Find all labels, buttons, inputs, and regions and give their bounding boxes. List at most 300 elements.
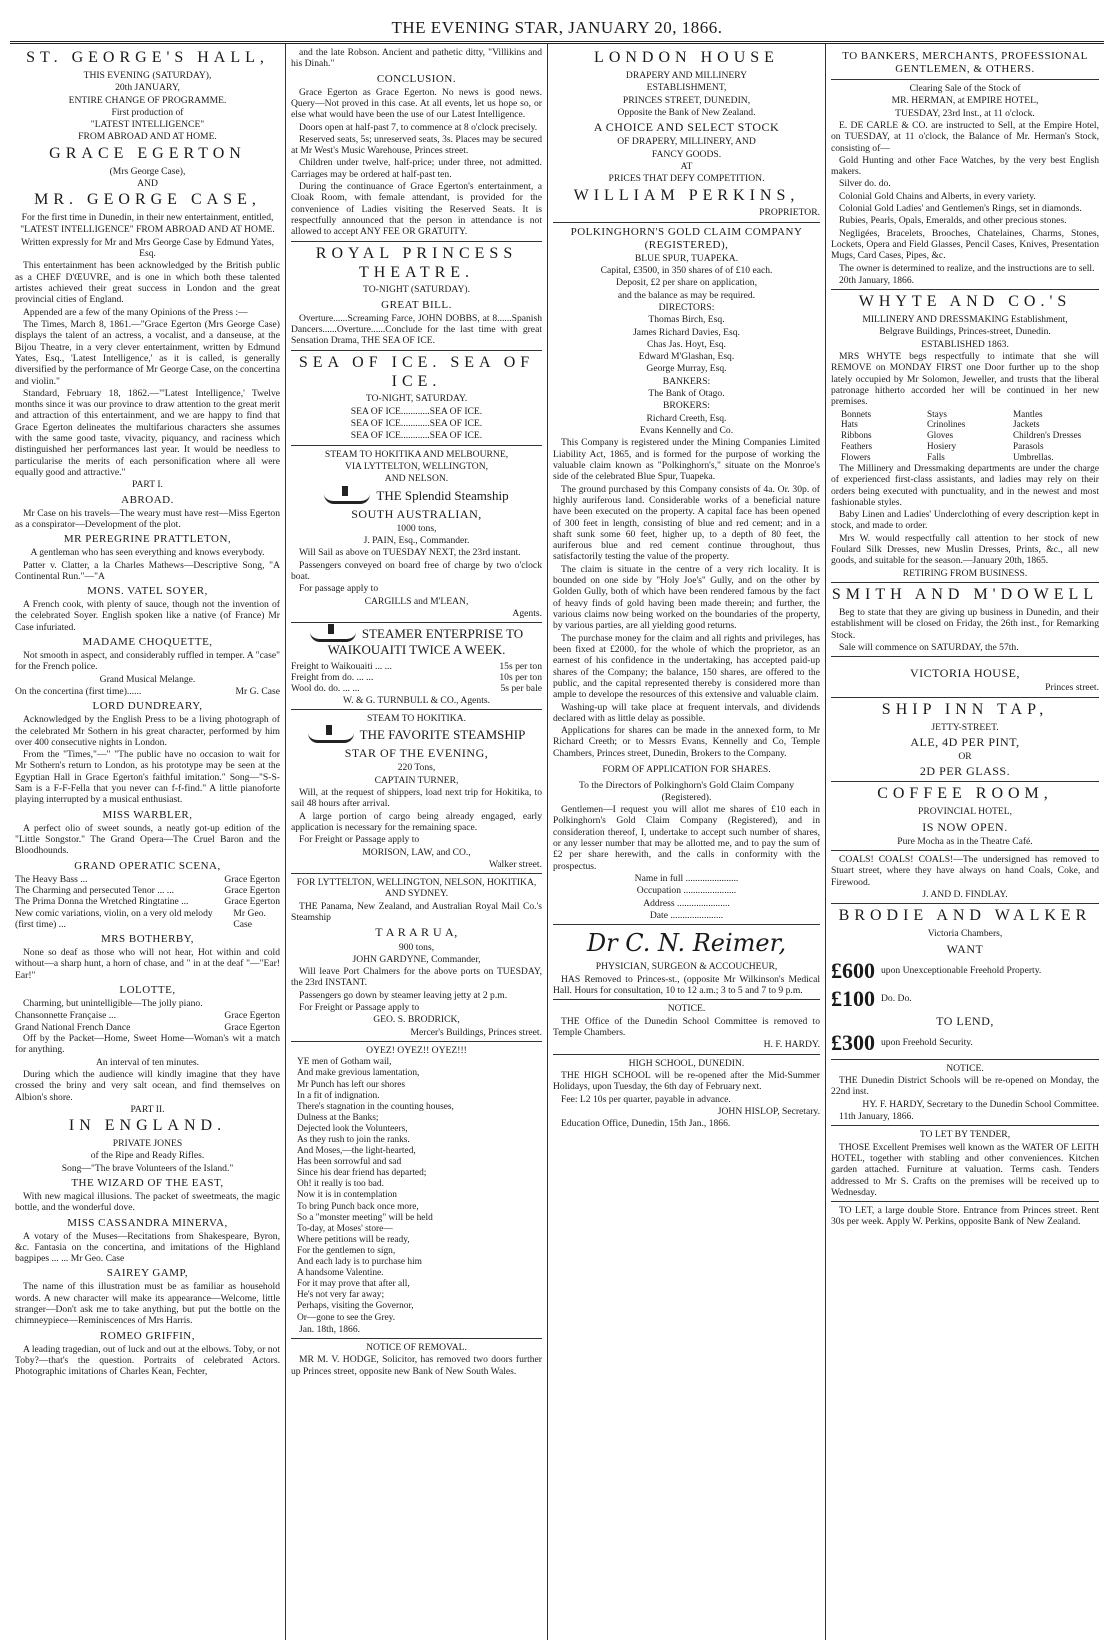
heading: MISS CASSANDRA MINERVA, <box>67 1216 228 1229</box>
paragraph: The Millinery and Dressmaking departments are under the charge of experienced first-class assistants, and ladies may rely on their orders being executed with punctuality, and in the newest and most fashionable styles. <box>831 462 1099 508</box>
right-line: H. F. HARDY. <box>763 1039 820 1051</box>
display-heading: MR. GEORGE CASE, <box>34 191 261 209</box>
leader-line <box>15 686 280 697</box>
goods-table-cell: Hosiery <box>927 441 957 452</box>
goods-table-cell: Bonnets <box>841 408 872 419</box>
paragraph: and the late Robson. Ancient and pathetic ditty, "Villikins and his Dinah." <box>291 47 542 70</box>
goods-table-cell: Crinolines <box>927 419 966 430</box>
right-line: Walker street. <box>488 858 542 870</box>
paragraph: Grace Egerton as Grace Egerton. No news is good news. Query—Not proved in this case. At all events, let us hope so, or else what would have been the use of our Latest Intelligence. <box>291 86 542 121</box>
centered-line: ENTIRE CHANGE OF PROGRAMME. <box>68 94 227 106</box>
paragraph: A large portion of cargo being already engaged, early application is necessary for the remaining space. <box>291 810 542 833</box>
divider <box>553 1054 820 1055</box>
leader-left: The Charming and persecuted Tenor ... ... <box>15 884 174 896</box>
divider <box>831 1201 1099 1202</box>
leader-line <box>15 874 280 885</box>
divider <box>291 873 542 874</box>
paragraph: A perfect olio of sweet sounds, a neatly got-up edition of the "Little Songstor." The Grand Opera—The Cruel Baron and the Bloodhounds. <box>15 822 280 857</box>
leader-right: Mr G. Case <box>235 685 280 697</box>
centered-line: Chas Jas. Hoyt, Esq. <box>647 338 726 350</box>
centered-line: 1000 tons, <box>396 522 437 534</box>
goods-table-cell: Hats <box>841 419 858 430</box>
right-line: JOHN HISLOP, Secretary. <box>717 1105 820 1117</box>
paragraph: Gold Hunting and other Face Watches, by the very best English makers. <box>831 154 1099 178</box>
leader-left: Chansonnette Française ... <box>15 1010 116 1022</box>
centered-line: TO-NIGHT, SATURDAY. <box>365 393 468 405</box>
centered-line: and the balance as may be required. <box>617 289 756 301</box>
paragraph: Beg to state that they are giving up business in Dunedin, and their establishment will be closed on Friday, the 26th inst., for Remarking Stock. <box>831 606 1099 641</box>
leader-line <box>15 1022 280 1033</box>
paragraph: Fee: L2 10s per quarter, payable in advance. <box>561 1093 731 1105</box>
divider <box>291 622 542 623</box>
paragraph: Negligées, Bracelets, Brooches, Chatelaines, Charms, Stones, Lockets, Opera and Field Glasses, Pencil Cases, Knives, Presentation Mugs, Card Cases, Pipes, &c. <box>831 227 1099 262</box>
centered-line: To the Directors of Polkinghorn's Gold Claim Company (Registered). <box>578 780 795 803</box>
heading: SAIREY GAMP, <box>106 1267 189 1280</box>
centered-line: SEA OF ICE............SEA OF ICE. <box>350 405 483 417</box>
leader-line <box>15 885 280 896</box>
centered-line: Grand Musical Melange. <box>99 673 196 685</box>
leader-right: Grace Egerton <box>224 1010 280 1022</box>
display-heading: ST. GEORGE'S HALL, <box>26 49 269 66</box>
paragraph: Will leave Port Chalmers for the above ports on TUESDAY, the 23rd INSTANT. <box>291 966 542 989</box>
poem-line: Dejected look the Volunteers, <box>297 1123 408 1134</box>
paragraph: Not smooth in aspect, and considerably ruffled in temper. A "case" for the French police. <box>15 650 280 673</box>
centered-line: MR. HERMAN, at EMPIRE HOTEL, <box>891 95 1039 107</box>
paragraph: For Freight or Passage apply to <box>299 834 420 846</box>
steamship-heading <box>291 488 542 504</box>
centered-line: ESTABLISHED 1863. <box>921 338 1009 350</box>
poem-line: Mr Punch has left our shores <box>297 1079 406 1090</box>
leader-left: On the concertina (first time)...... <box>15 685 142 697</box>
heading: LORD DUNDREARY, <box>92 700 203 713</box>
goods-table-cell: Jackets <box>1013 419 1040 430</box>
goods-table-cell: Flowers <box>841 452 871 463</box>
display-heading: GRACE EGERTON <box>49 144 246 162</box>
centered-line: FANCY GOODS. <box>651 148 722 160</box>
divider <box>831 79 1099 80</box>
centered-line: Victoria Chambers, <box>927 928 1003 940</box>
right-line: PROPRIETOR. <box>759 207 820 219</box>
divider <box>831 289 1099 290</box>
centered-line: The Bank of Otago. <box>648 388 725 400</box>
money-amount: £600 <box>831 957 875 983</box>
paragraph: Colonial Gold Chains and Alberts, in every variety. <box>839 190 1036 202</box>
goods-table-cell: Parasols <box>1013 441 1044 452</box>
leader-right: Grace Egerton <box>224 884 280 896</box>
divider <box>831 781 1099 782</box>
paragraph: None so deaf as those who will not hear, Hot within and cold without—a sharp hunt, a horn of chase, and " in at the deaf "—"Ear! Ear!" <box>15 947 280 981</box>
paragraph: A French cook, with plenty of sauce, though not the invention of the celebrated Soyer. English spoken like a native (of France) Mr Case infuriated. <box>15 599 280 633</box>
centered-line: FROM ABROAD AND AT HOME. <box>78 131 217 143</box>
poem-line: In a fit of indignation. <box>297 1090 380 1101</box>
steamship-icon <box>310 628 356 642</box>
heading: TO BANKERS, MERCHANTS, PROFESSIONAL GENTLEMEN, & OTHERS. <box>842 50 1088 75</box>
display-heading: WILLIAM PERKINS, <box>573 186 800 204</box>
paragraph: TO LET, a large double Store. Entrance from Princes street. Rent 30s per week. Apply W. Perkins, opposite Bank of New Zealand. <box>831 1205 1099 1228</box>
display-heading: LONDON HOUSE <box>594 49 779 66</box>
divider <box>291 241 542 242</box>
centered-line: PART II. <box>130 1103 165 1115</box>
steamship-text: STEAMER ENTERPRISE TO WAIKOUAITI TWICE A WEEK. <box>327 626 524 658</box>
paragraph: Standard, February 18, 1862.—"'Latest Intelligence,' Twelve months since it was our province to draw attention to the great merit and attraction of this entertainment, and we are happy to find that Grace Egerton delineates the multifarious characters she assumes with the same good taste, vivacity, piquancy, and raciness which distinguished her performances last year. It would be needless to particularise the merits of each personification where all were equally good and attractive." <box>15 387 280 478</box>
poem-line: So a "monster meeting" will be held <box>297 1212 433 1223</box>
spacer <box>831 660 1099 664</box>
centered-line: "LATEST INTELLIGENCE" FROM ABROAD AND AT HOME. <box>20 224 275 236</box>
poem-line: He's not very far away; <box>297 1290 385 1301</box>
centered-line: J. PAIN, Esq., Commander. <box>363 535 470 547</box>
paragraph: Overture......Screaming Farce, JOHN DOBBS, at 8......Spanish Dancers......Overture......Conclude for the last time with great Sensation Drama, THE SEA OF ICE. <box>291 312 542 347</box>
paragraph: Mrs W. would respectfully call attention to her stock of new Foulard Silk Dresses, new Muslin Dresses, Prints, &c., all new goods, and suitable for the season.—January 20th, 1865. <box>831 532 1099 567</box>
centered-line: BANKERS: <box>662 375 711 387</box>
paragraph: The name of this illustration must be as familiar as household words. A new character will make its appearance—Welcome, little stranger—Don't ask me to take anything, but put the bottle on the chimneypiece—Reminiscences of Mrs Harris. <box>15 1281 280 1327</box>
centered-line: Edward M'Glashan, Esq. <box>638 351 735 363</box>
divider <box>831 697 1099 698</box>
centered-line: First production of <box>111 106 184 118</box>
poem-line: Since his dear friend has departed; <box>297 1168 427 1179</box>
centered-line: MILLINERY AND DRESSMAKING Establishment, <box>862 314 1068 326</box>
paragraph: Acknowledged by the English Press to be a living photograph of the celebrated Mr Sothern in his great character, performed by him over 400 consecutive nights in London. <box>15 714 280 748</box>
leader-right: 15s per ton <box>499 660 542 672</box>
centered-line: Deposit, £2 per share on application, <box>616 277 757 289</box>
columns <box>10 44 1104 1640</box>
paragraph: The owner is determined to realize, and the instructions are to sell. <box>839 262 1095 274</box>
money-amount: £300 <box>831 1029 875 1055</box>
paragraph: COALS! COALS! COALS!—The undersigned has removed to Stuart street, where they have always on hand Coals, Coke, and Firewood. <box>831 854 1099 888</box>
poem-line: Where petitions will be ready, <box>297 1234 410 1245</box>
goods-table-cell: Umbrellas. <box>1013 452 1054 463</box>
poem-line: And make grevious lamentation, <box>297 1068 420 1079</box>
paragraph: Children under twelve, half-price; under three, not admitted. Carriages may be ordered at half-past ten. <box>291 157 542 180</box>
centered-line: OF DRAPERY, MILLINERY, AND <box>617 136 756 148</box>
centered-line: 20th JANUARY, <box>115 82 180 94</box>
steamship-icon <box>308 729 354 743</box>
paragraph: THE Panama, New Zealand, and Australian Royal Mail Co.'s Steamship <box>291 900 542 924</box>
centered-line: PART I. <box>132 479 163 491</box>
paragraph: MRS WHYTE begs respectfully to intimate that she will REMOVE on MONDAY FIRST one Door further up to the shop lately occupied by Mr Solomon, Jeweller, and trusts that the liberal patronage hitherto accorded her will be continued in her new premises. <box>831 351 1099 408</box>
centered-line: TO LET BY TENDER, <box>919 1129 1011 1141</box>
money-text: upon Freehold Security. <box>881 1037 973 1049</box>
poem-line: For the gentlemen to sign, <box>297 1245 396 1256</box>
centered-line: TO-NIGHT (SATURDAY). <box>363 284 470 296</box>
paragraph: Doors open at half-past 7, to commence at 8 o'clock precisely. <box>299 121 538 133</box>
heading: MR PEREGRINE PRATTLETON, <box>63 533 232 546</box>
divider <box>291 709 542 710</box>
centered-line: OYEZ! OYEZ!! OYEZ!!! <box>366 1045 467 1057</box>
paragraph: Applications for shares can be made in the annexed form, to Mr Richard Creeth; or to Messrs Evans, Kennelly and Co, Temple Chambers, Princes street, Dunedin, Brokers to the Company. <box>553 725 820 759</box>
subheading: WANT <box>946 941 984 956</box>
centered-line: Clearing Sale of the Stock of <box>909 82 1021 94</box>
heading: MONS. VATEL SOYER, <box>87 585 208 598</box>
poem-line: And Moses,—the light-hearted, <box>297 1146 416 1157</box>
column-3 <box>548 44 826 1640</box>
centered-line: Name in full ...................... <box>634 872 739 884</box>
paragraph: The Times, March 8, 1861.—"Grace Egerton (Mrs George Case) displays the talent of an actress, a vocalist, and a danseuse, at the Bijou Theatre, in a very clever entertainment, written by Edmund Yates, Esq., 'Latest Intelligence,' as it is called, is generally diversified by the performance of Mr George Case, on the concertina and violin." <box>15 318 280 387</box>
paragraph: The ground purchased by this Company consists of 4a. Or. 30p. of highly auriferous land. Considerable works of a beneficial nature have been executed on the property. A capital face has been opened of 300 feet in length, consisting of blue and red cement; and in a shaft sunk some 60 feet, higher up, to a depth of 80 feet, the auriferous blue and red cement continue throughout, thus satisfactorily testing the value of the property. <box>553 483 820 563</box>
leader-line <box>291 683 542 694</box>
centered-line: NOTICE. <box>946 1062 984 1074</box>
centered-line: Richard Creeth, Esq. <box>646 412 727 424</box>
paragraph: THOSE Excellent Premises well known as the WATER OF LEITH HOTEL, together with stabling and other conveniences. Kitchen garden attached. Furniture at valuation. Terms cash. Tenders addressed to Mr S. Crafts on the premises will be received up to Wednesday. <box>831 1141 1099 1198</box>
poem-line: Dulness at the Banks; <box>297 1112 379 1123</box>
paragraph: Charming, but unintelligible—The jolly piano. <box>23 998 203 1010</box>
paragraph: Education Office, Dunedin, 15th Jan., 1866. <box>561 1118 731 1130</box>
display-heading: IN ENGLAND. <box>68 1117 227 1135</box>
subheading: STAR OF THE EVENING, <box>344 746 489 761</box>
paragraph: 11th January, 1866. <box>839 1110 914 1122</box>
centered-line: James Richard Davies, Esq. <box>633 326 740 338</box>
centered-line: MORISON, LAW, and CO., <box>362 846 471 858</box>
centered-line: BROKERS: <box>663 400 710 412</box>
centered-line: TUESDAY, 23rd Inst., at 11 o'clock. <box>895 107 1035 119</box>
divider <box>291 350 542 351</box>
centered-line: CAPTAIN TURNER, <box>374 774 459 786</box>
steamship-heading <box>291 727 542 743</box>
heading: MADAME CHOQUETTE, <box>82 636 213 649</box>
leader-right: Grace Egerton <box>224 896 280 908</box>
heading: ROMEO GRIFFIN, <box>99 1329 195 1342</box>
centered-line: PROVINCIAL HOTEL, <box>918 806 1012 818</box>
centered-line: Date ...................... <box>649 909 724 921</box>
steamship-text: THE FAVORITE STEAMSHIP <box>359 727 526 743</box>
heading: MISS WARBLER, <box>102 808 193 821</box>
centered-line: AT <box>680 160 693 172</box>
column-4 <box>826 44 1104 1640</box>
centered-line: DRAPERY AND MILLINERY <box>625 69 748 81</box>
centered-line: VIA LYTTELTON, WELLINGTON, <box>344 460 489 472</box>
money-line <box>831 1030 1099 1056</box>
right-line: HY. F. HARDY, Secretary to the Dunedin School Committee. <box>862 1098 1099 1110</box>
display-heading: COFFEE ROOM, <box>877 785 1053 803</box>
paragraph: Off by the Packet—Home, Sweet Home—Woman's wit a match for anything. <box>15 1032 280 1056</box>
paragraph: Washing-up will take place at frequent intervals, and dividends declared with as little delay as possible. <box>553 701 820 724</box>
centered-line: STEAM TO HOKITIKA AND MELBOURNE, <box>324 448 509 460</box>
leader-left: The Heavy Bass ... <box>15 873 88 885</box>
poem-line: Now it is in contemplation <box>297 1190 397 1201</box>
steamship-icon <box>324 490 370 504</box>
paragraph: Silver do. do. <box>839 178 891 190</box>
heading: POLKINGHORN'S GOLD CLAIM COMPANY (REGISTERED), <box>570 225 803 251</box>
subheading: SOUTH AUSTRALIAN, <box>351 506 482 521</box>
paragraph: The claim is situate in the centre of a very rich locality. It is bounded on one side by "Holy Joe's" Gully, and on the other by Golden Gully, both of which have been rendered famous by the fact of heavy finds of gold having been made therein; and further, the various claims now being worked on the boundaries of the property, by various parties, are all yielding good returns. <box>553 563 820 632</box>
divider <box>831 850 1099 851</box>
centered-line: FORM OF APPLICATION FOR SHARES. <box>602 764 771 776</box>
paragraph: Reserved seats, 5s; unreserved seats, 3s. Places may be secured at Mr West's Music Warehouse, Princes street. <box>291 133 542 157</box>
subheading: 2D PER GLASS. <box>919 764 1011 779</box>
poem-line: Or—gone to see the Grey. <box>297 1312 396 1323</box>
money-line <box>831 986 1099 1012</box>
heading: GRAND OPERATIC SCENA, <box>74 859 221 872</box>
paragraph: This entertainment has been acknowledged by the British public as a CHEF D'ŒUVRE, and is one in which both these talented artistes achieved their great success in London and the great provincial cities of England. <box>15 260 280 306</box>
paragraph: THE Dunedin District Schools will be re-opened on Monday, the 22nd inst. <box>831 1075 1099 1098</box>
paragraph: Colonial Gold Ladies' and Gentlemen's Rings, set in diamonds. <box>839 203 1082 215</box>
paragraph: A votary of the Muses—Recitations from Shakespeare, Byron, &c. Fantasia on the concertina, and imitations of the Highland bagpipes ... ... Mr Geo. Case <box>15 1230 280 1265</box>
steamship-heading <box>291 626 542 657</box>
heading: GREAT BILL. <box>381 298 452 311</box>
centered-line: AND <box>137 177 158 189</box>
centered-line: GEO. S. BRODRICK, <box>373 1014 460 1026</box>
right-line: Mercer's Buildings, Princes street. <box>410 1026 542 1038</box>
divider <box>831 656 1099 657</box>
paragraph: Jan. 18th, 1866. <box>299 1323 361 1335</box>
heading: LOLOTTE, <box>119 984 176 997</box>
centered-line: NOTICE OF REMOVAL. <box>366 1341 467 1353</box>
script-name: Dr C. N. Reimer, <box>586 929 787 958</box>
poem-line: To bring Punch back once more, <box>297 1201 419 1212</box>
display-heading: SHIP INN TAP, <box>881 700 1049 718</box>
paragraph: MR M. V. HODGE, Solicitor, has removed two doors further up Princes street, opposite new Bank of New South Wales. <box>291 1354 542 1377</box>
poem-line: And each lady is to purchase him <box>297 1257 422 1268</box>
centered-line: Belgrave Buildings, Princes-street, Dunedin. <box>879 326 1051 338</box>
centered-line: THIS EVENING (SATURDAY), <box>83 69 212 81</box>
paragraph: Mr Case on his travels—The weary must have rest—Miss Egerton as a conspirator—Development of the plot. <box>15 507 280 530</box>
display-heading: SMITH AND M'DOWELL <box>831 586 1099 604</box>
centered-line: PRICES THAT DEFY COMPETITION. <box>608 173 765 185</box>
divider <box>831 582 1099 583</box>
centered-line: AND NELSON. <box>384 473 449 485</box>
leader-left: Grand National French Dance <box>15 1021 131 1033</box>
money-text: Do. Do. <box>881 992 912 1004</box>
poem-line: As they rush to join the ranks. <box>297 1135 410 1145</box>
centered-line: DIRECTORS: <box>658 301 715 313</box>
leader-left: The Prima Donna the Wretched Ringtatine ... <box>15 896 189 908</box>
paragraph: Patter v. Clatter, a la Charles Mathews—Descriptive Song, "A Continental Run."—"A <box>15 559 280 582</box>
subheading: A CHOICE AND SELECT STOCK <box>593 120 780 135</box>
leader-right: Grace Egerton <box>224 873 280 885</box>
centered-line: Opposite the Bank of New Zealand. <box>617 106 756 118</box>
paragraph: Appended are a few of the many Opinions of the Press :— <box>23 306 248 318</box>
centered-line: STEAM TO HOKITIKA. <box>366 712 467 724</box>
poem-line: Has been sorrowful and sad <box>297 1157 402 1168</box>
leader-left: Freight from do. ... ... <box>291 671 374 683</box>
centered-line: Address ...................... <box>643 897 730 909</box>
leader-right: Mr Geo. Case <box>233 907 266 930</box>
centered-line: PRINCES STREET, DUNEDIN, <box>622 94 751 106</box>
paragraph: This Company is registered under the Mining Companies Limited Liability Act, 1865, and is formed for the purpose of working the valuable claim known as "Polkinghorn's," situate on the Monroe's side of the celebrated Blue Spur, Tuapeka. <box>553 437 820 483</box>
heading: CONCLUSION. <box>376 72 457 85</box>
paragraph: THE Office of the Dunedin School Committee is removed to Temple Chambers. <box>553 1015 820 1039</box>
poem-line: Oh! it really is too bad. <box>297 1179 384 1190</box>
leader-right: Grace Egerton <box>224 1021 280 1033</box>
heading: ABROAD. <box>121 493 174 506</box>
goods-table-cell: Feathers <box>841 441 873 452</box>
paragraph: A leading tragedian, out of luck and out at the elbows. Toby, or not Toby?—that's the question. Portraits of celebrated Actors. Photographic imitations of Charles Kean, Fechter, <box>15 1343 280 1378</box>
subheading: ALE, 4D PER PINT, <box>910 734 1020 749</box>
paragraph: THE HIGH SCHOOL will be re-opened after the Mid-Summer Holidays, upon Tuesday, the 6th day of February next. <box>553 1069 820 1093</box>
centered-line: George Murray, Esq. <box>646 363 727 375</box>
divider <box>831 1059 1099 1060</box>
leader-right: 10s per ton <box>499 671 542 683</box>
centered-line: 220 Tons, <box>397 762 436 774</box>
paragraph: Passengers go down by steamer leaving jetty at 2 p.m. <box>299 989 508 1001</box>
divider <box>553 924 820 925</box>
goods-table-cell: Children's Dresses <box>1013 430 1082 441</box>
paragraph: With new magical illusions. The packet of sweetmeats, the magic bottle, and the wonderful dove. <box>15 1190 280 1214</box>
subheading: TO LEND, <box>936 1013 994 1028</box>
goods-table <box>831 409 1099 463</box>
centered-line: "LATEST INTELLIGENCE" <box>90 119 205 131</box>
poem-line: To-day, at Moses' store— <box>297 1223 393 1234</box>
paragraph: Will, at the request of shippers, load next trip for Hokitika, to sail 48 hours after arrival. <box>291 786 542 810</box>
masthead-title: THE EVENING STAR, JANUARY 20, 1866. <box>10 10 1104 44</box>
money-line <box>831 958 1099 984</box>
paragraph: During which the audience will kindly imagine that they have crossed the briny and very salt ocean, and find themselves on Albion's shore. <box>15 1068 280 1103</box>
centered-line: Capital, £3500, in 350 shares of of £10 each. <box>600 264 773 276</box>
centered-line: Song—"The brave Volunteers of the Island." <box>61 1162 234 1174</box>
poem-line: A handsome Valentine. <box>297 1268 384 1279</box>
paragraph: 20th January, 1866. <box>839 274 915 286</box>
centered-line: For the first time in Dunedin, in their new entertainment, entitled, <box>21 212 274 224</box>
centered-line: Pure Mocha as in the Theatre Café. <box>897 835 1033 847</box>
divider <box>553 222 820 223</box>
centered-line: CARGILLS and M'LEAN, <box>364 595 469 607</box>
leader-line <box>15 908 280 931</box>
leader-line <box>291 661 542 672</box>
paragraph: E. DE CARLE & CO. are instructed to Sell, at the Empire Hotel, on TUESDAY, at 11 o'clock, the Balance of Mr. Herman's Stock, consisting of— <box>831 119 1099 154</box>
centered-line: OR <box>958 750 972 762</box>
leader-left: Wool do. do. ... ... <box>291 683 360 695</box>
poem-line: YE men of Gotham wail, <box>297 1057 392 1068</box>
centered-line: Thomas Birch, Esq. <box>648 314 725 326</box>
centered-line: An interval of ten minutes. <box>95 1056 200 1068</box>
paragraph: Rubies, Pearls, Opals, Emeralds, and other precious stones. <box>839 215 1067 227</box>
paragraph: Sale will commence on SATURDAY, the 57th. <box>839 641 1019 653</box>
goods-table-cell: Mantles <box>1013 408 1043 419</box>
heading: MRS BOTHERBY, <box>100 933 195 946</box>
display-heading: BRODIE AND WALKER <box>838 907 1092 925</box>
right-line: Agents. <box>512 607 542 619</box>
paragraph: Will Sail as above on TUESDAY NEXT, the 23rd instant. <box>299 547 521 559</box>
centered-line: JETTY-STREET. <box>931 721 999 733</box>
centered-line: RETIRING FROM BUSINESS. <box>902 567 1028 579</box>
goods-table-cell: Falls <box>927 452 945 463</box>
leader-right: 5s per bale <box>500 683 542 695</box>
leader-line <box>15 896 280 907</box>
goods-table-cell: Ribbons <box>841 430 872 441</box>
paragraph: From the "Times,"—" "The public have no occasion to wait for Mr Sothern's return to London, as his prototype may be seen at the Egyptian Hall in Grace Egerton's faithful imitation." Song—"S-S-Sam is a F-F-Fella that you never can f-f-find." A little pianoforte playing interrupted by a musical enthusiast. <box>15 749 280 806</box>
steamship-text: THE Splendid Steamship <box>376 487 509 503</box>
divider <box>291 445 542 446</box>
centered-line: NOTICE. <box>667 1003 706 1015</box>
centered-line: SEA OF ICE............SEA OF ICE. <box>350 430 483 442</box>
centered-line: Evans Kennelly and Co. <box>639 425 734 437</box>
centered-line: J. AND D. FINDLAY. <box>922 889 1008 901</box>
leader-left: New comic variations, violin, on a very old melody (first time) ... <box>15 907 213 930</box>
column-1 <box>10 44 286 1640</box>
display-heading: ROYAL PRINCESS THEATRE. <box>315 244 518 281</box>
centered-line: ESTABLISHMENT, <box>646 82 727 94</box>
goods-table-cell: Gloves <box>927 430 954 441</box>
centered-line: PRIVATE JONES <box>112 1138 183 1150</box>
leader-line <box>15 1010 280 1021</box>
centered-line: W. & G. TURNBULL & CO., Agents. <box>342 694 491 706</box>
leader-left: Freight to Waikouaiti ... ... <box>291 660 392 672</box>
centered-line: Occupation ...................... <box>636 885 737 897</box>
heading: THE WIZARD OF THE EAST, <box>71 1176 224 1189</box>
right-line: Princes street. <box>1045 682 1099 694</box>
column-2 <box>286 44 548 1640</box>
poem-line: There's stagnation in the counting houses, <box>297 1101 454 1112</box>
poem-line: For it may prove that after all, <box>297 1279 410 1290</box>
centered-line: Written expressly for Mr and Mrs George Case by Edmund Yates, Esq. <box>20 236 275 260</box>
paragraph: The purchase money for the claim and all rights and privileges, has been fixed at £2000, for the whole of which the proprietor, as an earnest of his confidence in the undertaking, has accepted paid-up shares of the Company; the balance, 150 shares, are offered to the public, and the capital represented thereby is considered more than ample to develope the resources of this extensive and valuable claim. <box>553 632 820 701</box>
paragraph: HAS Removed to Princes-st., (opposite Mr Wilkinson's Medical Hall. Hours for consultation, 10 to 12 a.m.; 3 to 5 and 7 to 9 p.m. <box>553 973 820 997</box>
divider <box>831 903 1099 904</box>
paragraph: For Freight or Passage apply to <box>299 1002 420 1014</box>
money-amount: £100 <box>831 985 875 1011</box>
paragraph: Passengers conveyed on board free of charge by two o'clock boat. <box>291 559 542 582</box>
centered-line: of the Ripe and Ready Rifles. <box>90 1150 205 1162</box>
divider <box>553 999 820 1000</box>
